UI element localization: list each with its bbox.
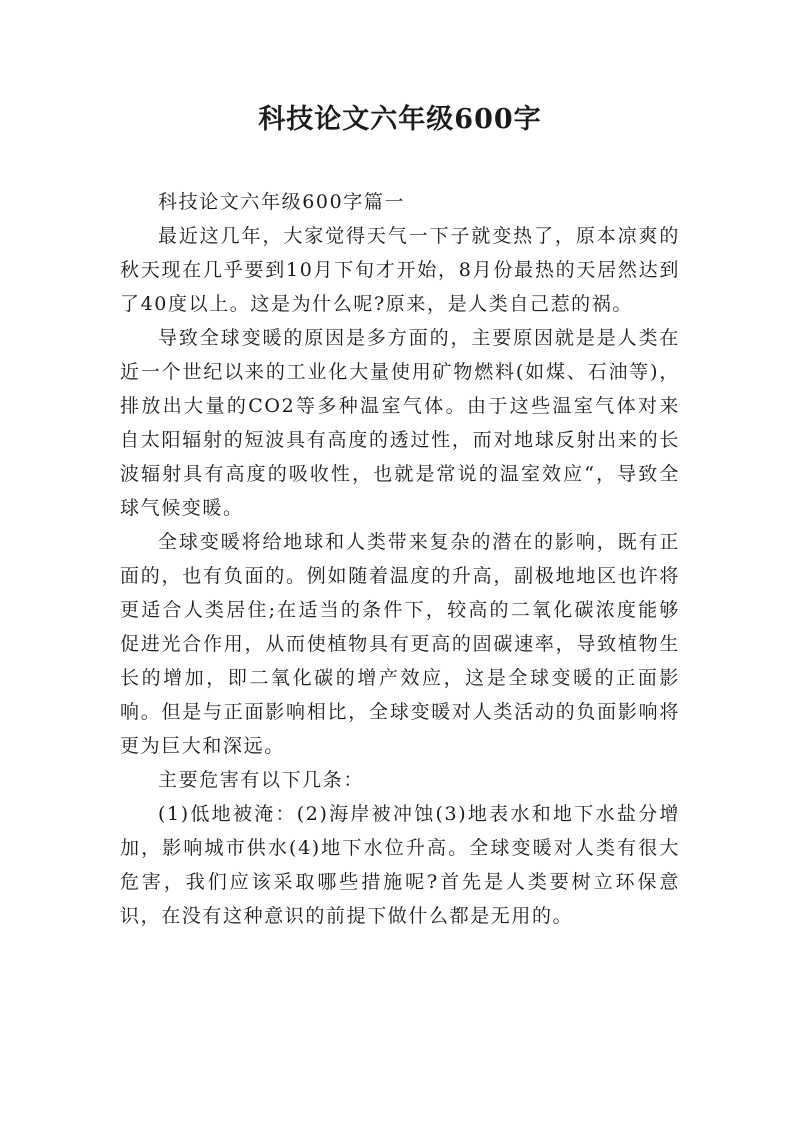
paragraph-causes: 导致全球变暖的原因是多方面的，主要原因就是是人类在近一个世纪以来的工业化大量使用矿物燃料(如煤、石油等)，排放出大量的CO2等多种温室气体。由于这些温室气体对来自太阳辐射的短波具有高度的透过性，而对地球反射出来的长波辐射具有高度的吸收性，也就是常说的温室效应“，导致全球气候变暖。	[120, 327, 680, 519]
section-heading: 科技论文六年级600字篇一	[158, 191, 406, 213]
document-body	[120, 185, 680, 933]
paragraph-hazards-list: (1)低地被淹：(2)海岸被冲蚀(3)地表水和地下水盐分增加，影响城市供水(4)地下水位升高。全球变暖对人类有很大危害，我们应该采取哪些措施呢?首先是人类要树立环保意识，在没有这种意识的前提下做什么都是无用的。	[120, 803, 680, 927]
paragraph-impacts: 全球变暖将给地球和人类带来复杂的潜在的影响，既有正面的，也有负面的。例如随着温度的升高，副极地地区也许将更适合人类居住;在适当的条件下，较高的二氧化碳浓度能够促进光合作用，从而使植物具有更高的固碳速率，导致植物生长的增加，即二氧化碳的增产效应，这是全球变暖的正面影响。但是与正面影响相比，全球变暖对人类活动的负面影响将更为巨大和深远。	[120, 531, 680, 757]
document-title: 科技论文六年级600字	[258, 104, 542, 135]
paragraph-intro: 最近这几年，大家觉得天气一下子就变热了，原本凉爽的秋天现在几乎要到10月下旬才开始，8月份最热的天居然达到了40度以上。这是为什么呢?原来，是人类自己惹的祸。	[120, 225, 680, 315]
paragraph-hazards-heading: 主要危害有以下几条：	[158, 769, 365, 791]
